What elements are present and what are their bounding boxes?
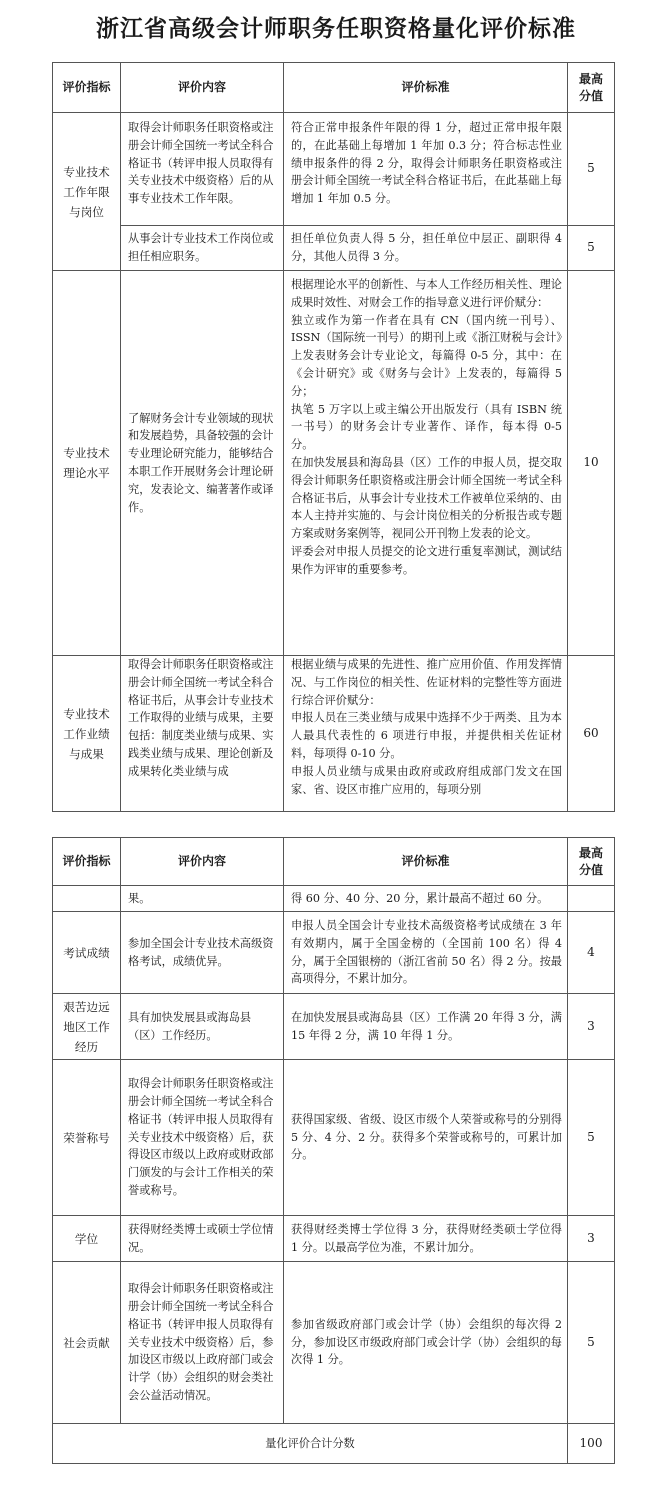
content-cell: 取得会计师职务任职资格或注册会计师全国统一考试全科合格证书（转评申报人员取得有关专业技术中级资格）后的从事专业技术工作年限。	[121, 113, 284, 226]
total-row	[53, 1424, 615, 1464]
score-cell: 60	[568, 656, 615, 812]
page-title: 浙江省高级会计师职务任职资格量化评价标准	[96, 16, 576, 42]
evaluation-table-2	[52, 837, 615, 1464]
score-cell	[568, 886, 615, 912]
standard-cell: 符合正常申报条件年限的得 1 分，超过正常申报年限的，在此基础上每增加 1 年加 0.3 分；符合标志性业绩申报条件的得 2 分，取得会计师职务任职资格或注册会计师全国统一考试全科合格证书后，在此基础上每增加 1 年加 0.5 分。	[284, 113, 568, 226]
standard-cell: 担任单位负责人得 5 分，担任单位中层正、副职得 4 分，其他人员得 3 分。	[284, 226, 568, 271]
indicator-cell: 专业技术工作年限与岗位	[53, 113, 121, 271]
score-cell: 10	[568, 271, 615, 656]
indicator-cell: 学位	[53, 1216, 121, 1262]
score-cell: 3	[568, 994, 615, 1060]
content-text: 取得会计师职务任职资格或注册会计师全国统一考试全科合格证书后，从事会计专业技术工作取得的业绩与成果，主要包括：制度类业绩与成果、实践类业绩与成果、理论创新及成果转化类业绩与成	[128, 658, 274, 778]
standard-paragraph: 在加快发展县和海岛县（区）工作的申报人员，提交取得会计师职务任职资格或注册会计师全国统一考试全科合格证书后，从事会计专业技术工作被单位采纳的、由本人主持并实施的、与会计岗位相关的分析报告或专题方案或财务案例等，视同公开刊物上发表的论文。	[291, 455, 562, 541]
indicator-cell: 社会贡献	[53, 1262, 121, 1424]
standard-cell: 获得国家级、省级、设区市级个人荣誉或称号的分别得 5 分、4 分、2 分。获得多个荣誉或称号的，可累计加分。	[284, 1060, 568, 1216]
header-indicator: 评价指标	[53, 838, 121, 886]
indicator-cell	[53, 886, 121, 912]
content-cell	[121, 656, 284, 812]
score-cell: 5	[568, 113, 615, 226]
table-row	[53, 994, 615, 1060]
score-cell: 4	[568, 912, 615, 994]
header-standard: 评价标准	[284, 63, 568, 113]
indicator-cell: 艰苦边远地区工作经历	[53, 994, 121, 1060]
standard-cell	[284, 271, 568, 656]
standard-paragraph: 申报人员业绩与成果由政府或政府组成部门发文在国家、省、设区市推广应用的，每项分别	[291, 764, 562, 796]
standard-paragraph: 执笔 5 万字以上或主编公开出版发行（具有 ISBN 统一书号）的财务会计专业著作、译作，每本得 0-5 分。	[291, 402, 562, 452]
standard-cell: 参加省级政府部门或会计学（协）会组织的每次得 2 分，参加设区市级政府部门或会计学（协）会组织的每次得 1 分。	[284, 1262, 568, 1424]
indicator-cell: 荣誉称号	[53, 1060, 121, 1216]
table-row	[53, 912, 615, 994]
header-indicator: 评价指标	[53, 63, 121, 113]
content-cell: 获得财经类博士或硕士学位情况。	[121, 1216, 284, 1262]
table-row	[53, 656, 615, 812]
table-row	[53, 886, 615, 912]
content-cell: 取得会计师职务任职资格或注册会计师全国统一考试全科合格证书（转评申报人员取得有关专业技术中级资格）后，参加设区市级以上政府部门或会计学（协）会组织的财会类社会公益活动情况。	[121, 1262, 284, 1424]
standard-paragraph: 评委会对申报人员提交的论文进行重复率测试，测试结果作为评审的重要参考。	[291, 544, 562, 576]
standard-paragraph: 独立或作为第一作者在具有 CN（国内统一刊号）、ISSN（国际统一刊号）的期刊上或《浙江财税与会计》上发表财务会计专业论文，每篇得 0-5 分，其中：在《会计研究》或《财务与会计》上发表的，每篇得 5 分；	[291, 313, 562, 398]
header-max-score: 最高分值	[568, 838, 615, 886]
standard-paragraph: 申报人员在三类业绩与成果中选择不少于两类、且为本人最具代表性的 6 项进行申报，并提供相关佐证材料，每项得 0-10 分。	[291, 711, 562, 760]
header-max-score: 最高分值	[568, 63, 615, 113]
score-cell: 5	[568, 226, 615, 271]
standard-cell: 获得财经类博士学位得 3 分，获得财经类硕士学位得 1 分。以最高学位为准，不累计加分。	[284, 1216, 568, 1262]
standard-cell: 在加快发展县或海岛县（区）工作满 20 年得 3 分，满 15 年得 2 分，满 10 年得 1 分。	[284, 994, 568, 1060]
header-content: 评价内容	[121, 838, 284, 886]
content-cell: 参加全国会计专业技术高级资格考试，成绩优异。	[121, 912, 284, 994]
standard-cell: 申报人员全国会计专业技术高级资格考试成绩在 3 年有效期内，属于全国金榜的（全国前 100 名）得 4 分，属于全国银榜的（浙江省前 50 名）得 2 分。按最高项得分，不累计加分。	[284, 912, 568, 994]
standard-cell: 得 60 分、40 分、20 分，累计最高不超过 60 分。	[284, 886, 568, 912]
score-cell: 5	[568, 1060, 615, 1216]
indicator-cell: 专业技术理论水平	[53, 271, 121, 656]
content-cell: 果。	[121, 886, 284, 912]
table-row	[53, 1216, 615, 1262]
standard-paragraph: 根据业绩与成果的先进性、推广应用价值、作用发挥情况、与工作岗位的相关性、佐证材料的完整性等方面进行综合评价赋分：	[291, 658, 562, 707]
table-row	[53, 1060, 615, 1216]
indicator-cell: 专业技术工作业绩与成果	[53, 656, 121, 812]
standard-cell	[284, 656, 568, 812]
indicator-cell: 考试成绩	[53, 912, 121, 994]
score-cell: 5	[568, 1262, 615, 1424]
table-header-row	[53, 838, 615, 886]
content-cell: 从事会计专业技术工作岗位或担任相应职务。	[121, 226, 284, 271]
total-score: 100	[568, 1424, 615, 1464]
table-header-row	[53, 63, 615, 113]
table-row	[53, 226, 615, 271]
table-row	[53, 113, 615, 226]
header-standard: 评价标准	[284, 838, 568, 886]
standard-text	[291, 656, 562, 811]
standard-paragraph: 根据理论水平的创新性、与本人工作经历相关性、理论成果时效性、对财会工作的指导意义进行评价赋分：	[291, 278, 562, 309]
score-cell: 3	[568, 1216, 615, 1262]
total-label: 量化评价合计分数	[53, 1424, 568, 1464]
content-cell: 具有加快发展县或海岛县（区）工作经历。	[121, 994, 284, 1060]
content-cell: 取得会计师职务任职资格或注册会计师全国统一考试全科合格证书（转评申报人员取得有关专业技术中级资格）后，获得设区市级以上政府或财政部门颁发的与会计工作相关的荣誉或称号。	[121, 1060, 284, 1216]
evaluation-table-1	[52, 62, 615, 812]
header-content: 评价内容	[121, 63, 284, 113]
content-cell: 了解财务会计专业领域的现状和发展趋势，具备较强的会计专业理论研究能力，能够结合本职工作开展财务会计理论研究，发表论文、编著著作或译作。	[121, 271, 284, 656]
table-row	[53, 1262, 615, 1424]
table-row	[53, 271, 615, 656]
